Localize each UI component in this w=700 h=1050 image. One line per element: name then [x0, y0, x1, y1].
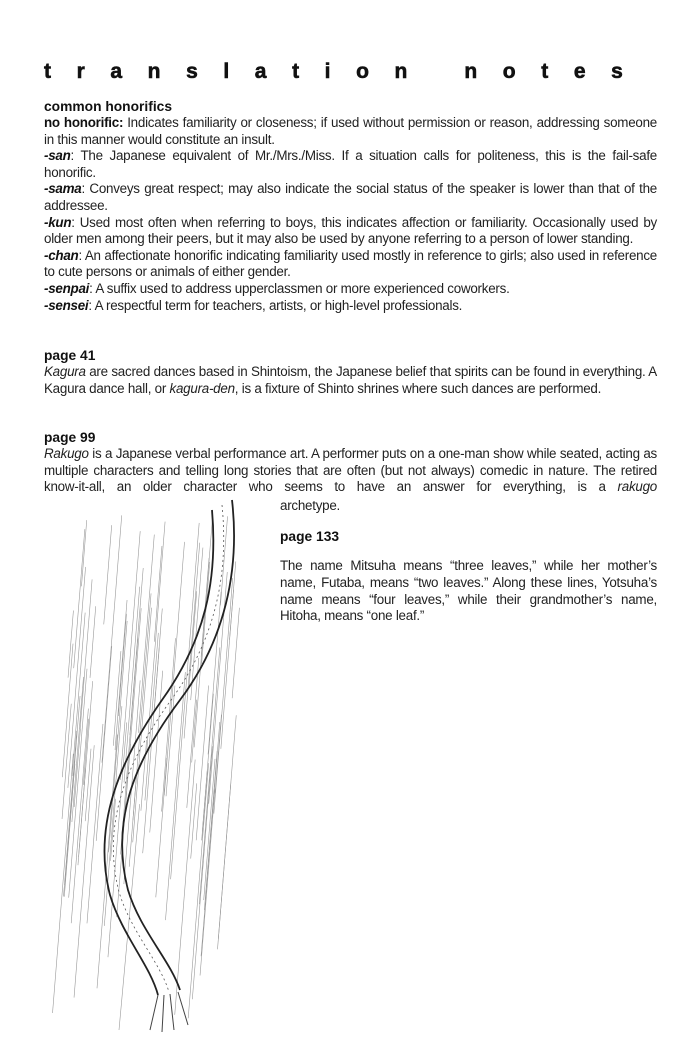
note-text-continued: archetype. — [280, 498, 341, 513]
hatch-stroke — [130, 568, 143, 735]
hatch-stroke — [81, 520, 86, 586]
section-heading: page 99 — [44, 430, 96, 445]
text: , is a fixture of Shinto shrines where such dances are performed. — [234, 380, 602, 396]
hatch-stroke — [83, 719, 88, 785]
honorific-entry — [44, 298, 657, 315]
section-heading: page 133 — [280, 529, 340, 544]
term: -san — [44, 148, 71, 164]
hatch-stroke — [62, 644, 73, 778]
hatch-stroke — [63, 731, 76, 897]
honorific-entry — [44, 148, 657, 181]
section-heading: page 41 — [44, 348, 96, 363]
definition: : The Japanese equivalent of Mr./Mrs./Miss. If a situation calls for politeness, this is the fail-safe honorific. — [44, 148, 657, 180]
hatch-stroke — [192, 700, 197, 763]
hatch-stroke — [230, 561, 236, 639]
honorific-entry — [44, 281, 657, 298]
italic-term: Rakugo — [44, 446, 89, 461]
term: -kun — [44, 214, 72, 230]
honorific-entry — [44, 215, 657, 248]
honorific-entry — [44, 181, 657, 214]
definition: : Used most often when referring to boys, this indicates affection or familiarity. Occasionally used by older men among their peers, but it may also be used by anyone referring to a person of lower standing. — [44, 214, 657, 247]
page-title: translation notes — [44, 60, 649, 83]
hatch-stroke — [90, 606, 96, 678]
hatch-stroke — [204, 751, 217, 910]
hatch-stroke — [201, 722, 220, 956]
hatch-stroke — [218, 782, 231, 938]
hatch-stroke — [150, 671, 163, 833]
hatch-stroke — [85, 749, 91, 821]
section-heading: common honorifics — [44, 99, 173, 114]
hatch-stroke — [108, 722, 127, 957]
hatch-stroke — [156, 758, 167, 897]
definition: : A suffix used to address upperclassmen or more experienced coworkers. — [89, 280, 510, 296]
definition: : An affectionate honorific indicating familiarity used mostly in reference to girls; also used in reference to cute persons or animals of either gender. — [44, 247, 657, 280]
hatch-stroke — [220, 516, 227, 605]
text: are sacred dances based in Shintoism, the Japanese belief that spirits can be found in everything. A Kagura dance hall, or — [44, 364, 657, 396]
italic-term: Kagura — [44, 364, 86, 379]
hatch-stroke — [72, 677, 84, 822]
honorific-entry — [44, 115, 657, 148]
definition: : Conveys great respect; may also indicate the social status of the speaker is lower than that of the addressee. — [44, 181, 657, 213]
term: -senpai — [44, 280, 90, 296]
note-text — [44, 364, 657, 397]
hatch-stroke — [191, 783, 197, 858]
hatch-stroke — [202, 562, 210, 664]
hatch-stroke — [78, 681, 93, 865]
hatch-stroke — [87, 724, 103, 923]
hatch-stroke — [115, 600, 127, 750]
hatch-stroke — [175, 760, 195, 1015]
term: no honorific: — [44, 115, 124, 130]
braided-cord-illustration — [40, 490, 260, 1035]
honorifics-section — [44, 98, 657, 314]
hatch-stroke — [192, 746, 212, 999]
text: is a Japanese verbal performance art. A performer puts on a one-man show while seated, acting as multiple characters and telling long stories that are often (but not always) comedic in nature. The retired know-it-all, an older character who seems to have an answer for everything, is a — [44, 446, 657, 495]
hatch-stroke — [188, 523, 199, 660]
term: -chan — [44, 247, 79, 263]
note-text — [44, 446, 657, 496]
hatch-stroke — [165, 672, 185, 920]
hatch-stroke — [53, 754, 74, 1013]
hatch-stroke — [141, 740, 147, 811]
definition: : A respectful term for teachers, artists, or high-level professionals. — [88, 297, 463, 313]
hatch-stroke — [138, 535, 154, 733]
hatch-stroke — [104, 525, 112, 624]
definition: Indicates familiarity or closeness; if used without permission or reason, addressing someone in this manner would constitute an insult. — [44, 115, 657, 147]
hatch-stroke — [68, 611, 73, 678]
honorific-entry — [44, 248, 657, 281]
term: -sensei — [44, 297, 89, 313]
hatch-stroke — [188, 763, 208, 1018]
hatch-stroke — [162, 638, 176, 811]
italic-term: kagura-den — [169, 380, 235, 396]
note-page-41 — [44, 347, 657, 397]
italic-term: rakugo — [617, 479, 657, 495]
note-page-99 — [44, 429, 657, 496]
term: -sama — [44, 181, 82, 197]
hatch-stroke — [65, 696, 80, 885]
hatch-stroke — [200, 789, 215, 976]
note-page-133 — [280, 528, 657, 638]
hatch-stroke — [232, 608, 239, 698]
hatch-stroke — [154, 647, 159, 709]
note-text: The name Mitsuha means “three leaves,” while her mother’s name, Futaba, means “two leaves.” Along these lines, Yotsuha’s name means “four leaves,” while their grandmother’s name, Hitoha, means “one leaf.” — [280, 558, 657, 624]
hatch-stroke — [215, 715, 221, 794]
